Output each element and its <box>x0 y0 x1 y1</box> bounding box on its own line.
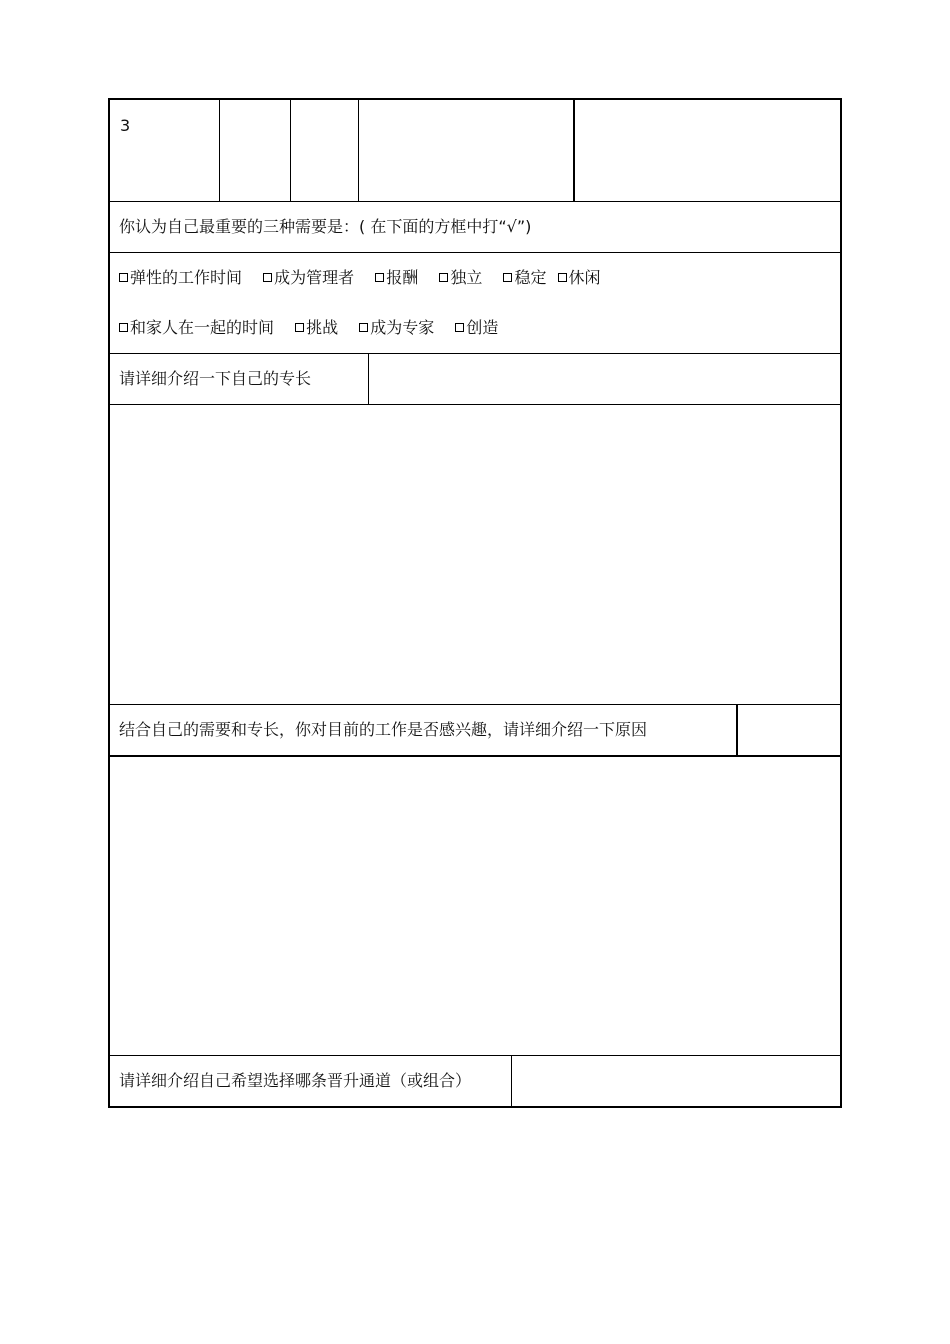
option-creativity[interactable]: 创造 <box>455 318 498 338</box>
checkbox[interactable] <box>359 323 368 332</box>
option-challenge[interactable]: 挑战 <box>295 318 338 338</box>
row-separator <box>110 252 840 253</box>
checkbox[interactable] <box>119 323 128 332</box>
needs-options-line-1 <box>119 268 601 288</box>
checkbox[interactable] <box>119 273 128 282</box>
option-expert[interactable]: 成为专家 <box>359 318 434 338</box>
row1-divider-3 <box>358 100 359 201</box>
specialty-short-answer[interactable] <box>369 354 840 403</box>
row1-divider-2 <box>290 100 291 201</box>
row1-divider-4 <box>573 100 575 201</box>
option-leisure[interactable]: 休闲 <box>558 268 601 288</box>
option-stability[interactable]: 稳定 <box>503 268 546 288</box>
specialty-label: 请详细介绍一下自己的专长 <box>119 369 312 388</box>
checkbox[interactable] <box>455 323 464 332</box>
option-independence[interactable]: 独立 <box>439 268 482 288</box>
checkbox[interactable] <box>439 273 448 282</box>
interest-label: 结合自己的需要和专长，你对目前的工作是否感兴趣，请详细介绍一下原因 <box>119 720 648 739</box>
row-separator <box>110 201 840 202</box>
promotion-answer[interactable] <box>512 1056 840 1106</box>
row-number: 3 <box>120 116 131 135</box>
interest-answer-area[interactable] <box>110 757 840 1055</box>
needs-options-line-2 <box>119 318 498 338</box>
option-manager[interactable]: 成为管理者 <box>263 268 354 288</box>
checkbox[interactable] <box>558 273 567 282</box>
promotion-label: 请详细介绍自己希望选择哪条晋升通道（或组合） <box>119 1071 472 1090</box>
option-flexible-time[interactable]: 弹性的工作时间 <box>119 268 242 288</box>
option-family-time[interactable]: 和家人在一起的时间 <box>119 318 274 338</box>
row1-divider-1 <box>219 100 220 201</box>
checkbox[interactable] <box>375 273 384 282</box>
interest-short-answer[interactable] <box>738 705 840 755</box>
row-separator <box>110 704 840 705</box>
option-pay[interactable]: 报酬 <box>375 268 418 288</box>
specialty-answer-area[interactable] <box>110 405 840 703</box>
checkbox[interactable] <box>263 273 272 282</box>
career-form-table <box>108 98 842 1108</box>
checkbox[interactable] <box>503 273 512 282</box>
checkbox[interactable] <box>295 323 304 332</box>
needs-question: 你认为自己最重要的三种需要是：( 在下面的方框中打“√”) <box>119 217 532 236</box>
